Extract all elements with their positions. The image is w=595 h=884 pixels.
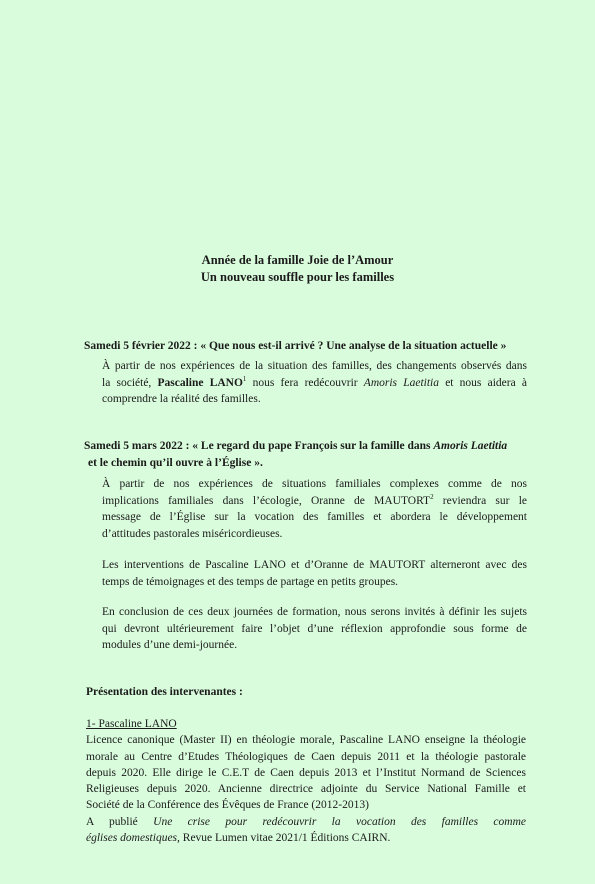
text-line: modules d’une demi-journée. (102, 639, 238, 651)
footnote-ref: 2 (430, 492, 434, 501)
text-line: À partir de nos expériences de situations familiales complexes comme de nos (102, 478, 527, 490)
text-line: Licence canonique (Master II) en théologie morale, Pascaline LANO enseigne la théologie (86, 734, 526, 747)
text-line: À partir de nos expériences de la situation des familles, des changements observés dans (102, 360, 527, 372)
text-line: la société, Pascaline LANO$^1$ nous fera redécouvrir Amoris Laetitia et nous aidera à (102, 374, 527, 389)
speakers-heading: Présentation des intervenantes : (86, 686, 243, 698)
document-title: Année de la famille Joie de l’Amour (201, 253, 394, 267)
text-line: Les interventions de Pascaline LANO et d’Oranne de MAUTORT alterneront avec des (102, 559, 527, 571)
article-title: églises domestiques, (86, 832, 180, 845)
text-line: qui devront ultérieurement faire l’objet d’une réflexion approfondie sous forme de (102, 622, 527, 635)
session-1-heading: Samedi 5 février 2022 : « Que nous est-il arrivé ? Une analyse de la situation actuelle » (84, 340, 507, 352)
book-title: Amoris Laetitia (433, 440, 508, 452)
text-line: Religieuses depuis 2020. Ancienne directrice adjointe du Service National Famille et (86, 783, 526, 796)
session-2-paragraph-1 (102, 476, 527, 542)
speaker-1-title: 1- Pascaline LANO (86, 718, 177, 730)
text-line: d’attitudes pastorales miséricordieuses. (102, 527, 283, 540)
speaker-1-bio (86, 716, 526, 846)
book-title: Amoris Laetitia (363, 376, 439, 389)
session-2-paragraph-2 (102, 557, 527, 590)
session-2-heading-cont: et le chemin qu’il ouvre à l’Église ». (88, 457, 263, 469)
footnote-ref: 1 (242, 374, 247, 383)
text-line: églises domestiques, Revue Lumen vitae 2021/1 Éditions CAIRN. (86, 832, 391, 845)
article-title: Une crise pour redécouvrir la vocation des familles comme (153, 815, 526, 828)
session-2-heading: Samedi 5 mars 2022 : « Le regard du pape François sur la famille dans Amoris Laetitia (84, 440, 508, 452)
session-1-paragraph (102, 358, 527, 408)
session-2-paragraph-3 (102, 604, 527, 654)
text-line: morale au Centre d’Etudes Théologiques de Caen depuis 2011 et la théologie pastorale (86, 750, 526, 763)
text-line: implications familiales dans l’écologie, Oranne de MAUTORT$^2$ reviendra sur le (102, 492, 527, 507)
text-line: message de l’Église sur la vocation des familles et abordera le développement (102, 511, 527, 523)
text-line: A publié Une crise pour redécouvrir la vocation des familles comme (86, 815, 526, 828)
text-line: comprendre la réalité des familles. (102, 393, 261, 405)
speaker-name: Pascaline LANO (157, 376, 243, 389)
text-line: depuis 2020. Elle dirige le C.E.T de Caen depuis 2013 et l’Institut Normand de Sciences (86, 766, 526, 779)
text-line: En conclusion de ces deux journées de formation, nous serons invités à définir les sujets (102, 606, 527, 618)
document-subtitle: Un nouveau souffle pour les familles (200, 270, 395, 284)
text-line: temps de témoignages et des temps de partage en petits groupes. (102, 575, 399, 588)
text-line: Société de la Conférence des Évêques de France (2012-2013) (86, 799, 369, 812)
